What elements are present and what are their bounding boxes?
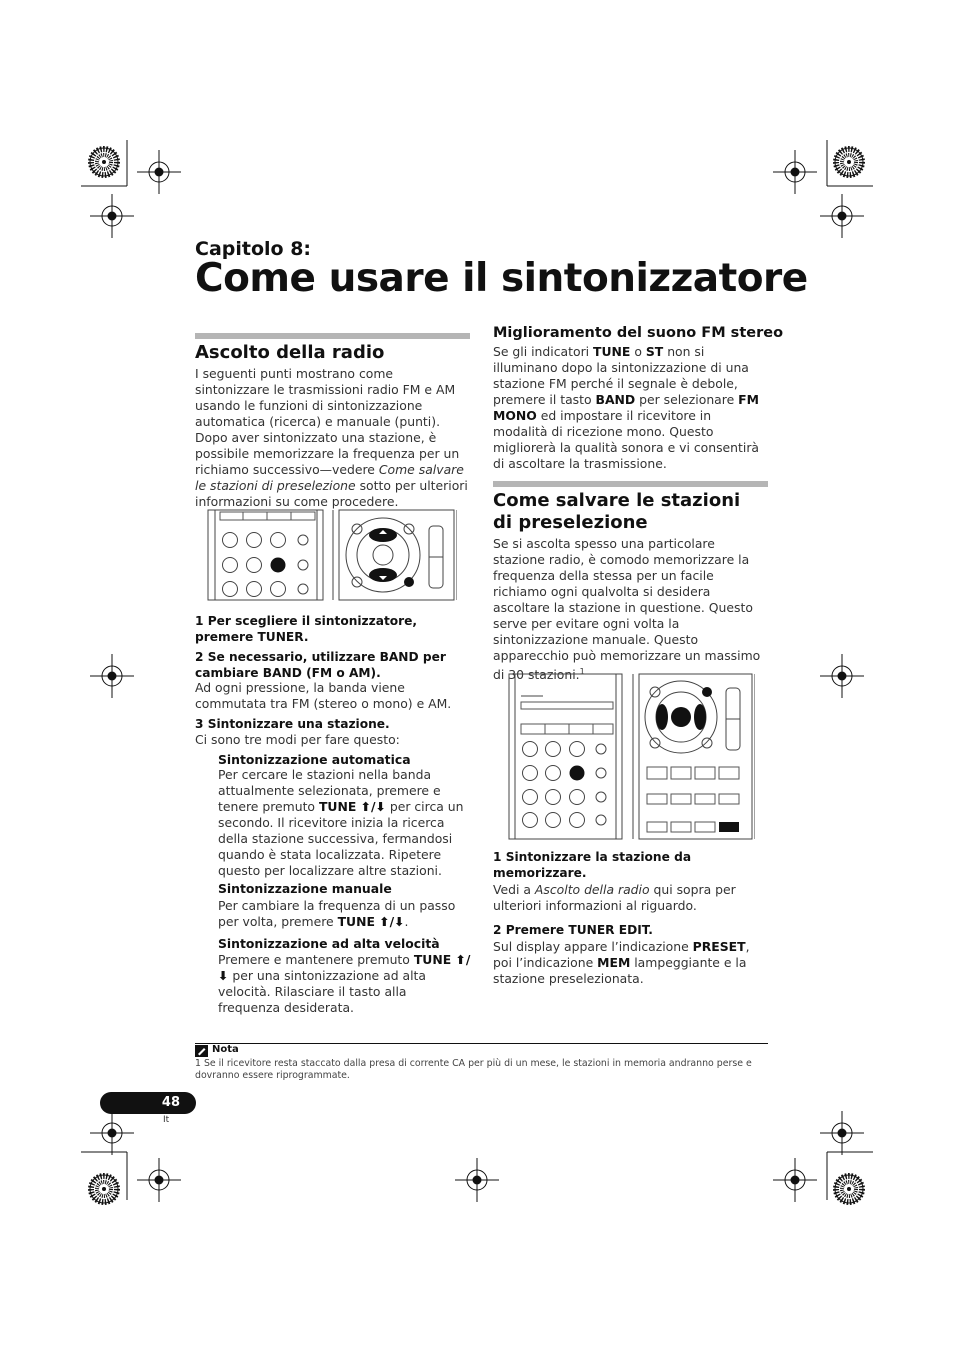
chapter-label: Capitolo 8:	[195, 238, 312, 260]
note-divider	[195, 1043, 768, 1044]
note-text: 1 Se il ricevitore resta staccato dalla presa di corrente CA per più di un mese, le stazioni in memoria andranno perse e dovranno essere riprogrammate.	[195, 1058, 752, 1081]
section-heading-presets: Come salvare le stazioni di preselezione	[493, 490, 741, 533]
left-step-3: 3 Sintonizzare una stazione.	[195, 717, 390, 731]
preset-paragraph: Se si ascolta spesso una particolare stazione radio, è comodo memorizzare la frequenza della stessa per un facile richiamo ogni qualvolta si desidera ascoltare la stazione in questione. Questo serve per evitare ogni volta la sintonizzazione manuale. Questo apparecchio può memorizzare un massimo di 30 stazioni.$^1$	[493, 536, 761, 683]
manual-tuning-text: Per cambiare la frequenza di un passo per volta, premere TUNE ⬆/⬇.	[218, 898, 456, 929]
section-bar	[493, 481, 768, 487]
intro-paragraph: I seguenti punti mostrano come sintonizzare le trasmissioni radio FM e AM usando le funzioni di sintonizzazione automatica (ricerca) e manuale (punti). Dopo aver sintonizzato una stazione, è possibile memorizzare la frequenza per un richiamo successivo—vedere Come salvare le stazioni di preselezione sotto per ulteriori informazioni su come procedere.	[195, 366, 468, 509]
right-step-1: 1 Sintonizzare la stazione da memorizzare.	[493, 850, 692, 880]
fm-heading: Miglioramento del suono FM stereo	[493, 325, 784, 341]
right-step-1-text: Vedi a Ascolto della radio qui sopra per ulteriori informazioni al riguardo.	[493, 882, 736, 913]
page-title: Come usare il sintonizzatore	[195, 256, 808, 301]
fm-paragraph: Se gli indicatori TUNE o ST non si illuminano dopo la sintonizzazione di una stazione FM perché il segnale è debole, premere il tasto BAND per selezionare FM MONO ed impostare il ricevitore in modalità di ricezione mono. Questo migliorerà la qualità sonora e vi consentirà di ascoltare la trasmissione.	[493, 344, 760, 471]
left-step-3-text: Ci sono tre modi per fare questo:	[195, 732, 400, 747]
language-code: It	[163, 1115, 170, 1125]
left-step-2-text: Ad ogni pressione, la banda viene commutata tra FM (stereo o mono) e AM.	[195, 680, 452, 711]
fast-tuning-title: Sintonizzazione ad alta velocità	[218, 936, 440, 951]
auto-tuning-title: Sintonizzazione automatica	[218, 752, 411, 767]
note-label: Nota	[212, 1044, 239, 1055]
right-step-2-text: Sul display appare l’indicazione PRESET, poi l’indicazione MEM lampeggiante e la stazione preselezionata.	[493, 939, 750, 986]
section-heading-radio: Ascolto della radio	[195, 342, 385, 363]
auto-tuning-text: Per cercare le stazioni nella banda attualmente selezionata, premere e tenere premuto TUNE ⬆/⬇ per circa un secondo. Il ricevitore inizia la ricerca della stazione successiva, fermandosi quando è stata localizzata. Ripetere questo per localizzare altre stazioni.	[218, 767, 464, 878]
note-icon	[195, 1045, 208, 1057]
fast-tuning-text: Premere e mantenere premuto TUNE ⬆/⬇ per una sintonizzazione ad alta velocità. Rilasciare il tasto alla frequenza desiderata.	[218, 952, 471, 1015]
left-step-1: 1 Per scegliere il sintonizzatore, premere TUNER.	[195, 614, 418, 644]
right-step-2: 2 Premere TUNER EDIT.	[493, 923, 653, 937]
left-step-2: 2 Se necessario, utilizzare BAND per cambiare BAND (FM o AM).	[195, 650, 446, 680]
page-number-badge	[100, 1092, 196, 1114]
manual-tuning-title: Sintonizzazione manuale	[218, 881, 392, 896]
page-number: 48	[161, 1095, 180, 1110]
remote-illustration-1	[205, 508, 457, 603]
section-bar	[195, 333, 470, 339]
remote-illustration-2	[505, 672, 755, 842]
